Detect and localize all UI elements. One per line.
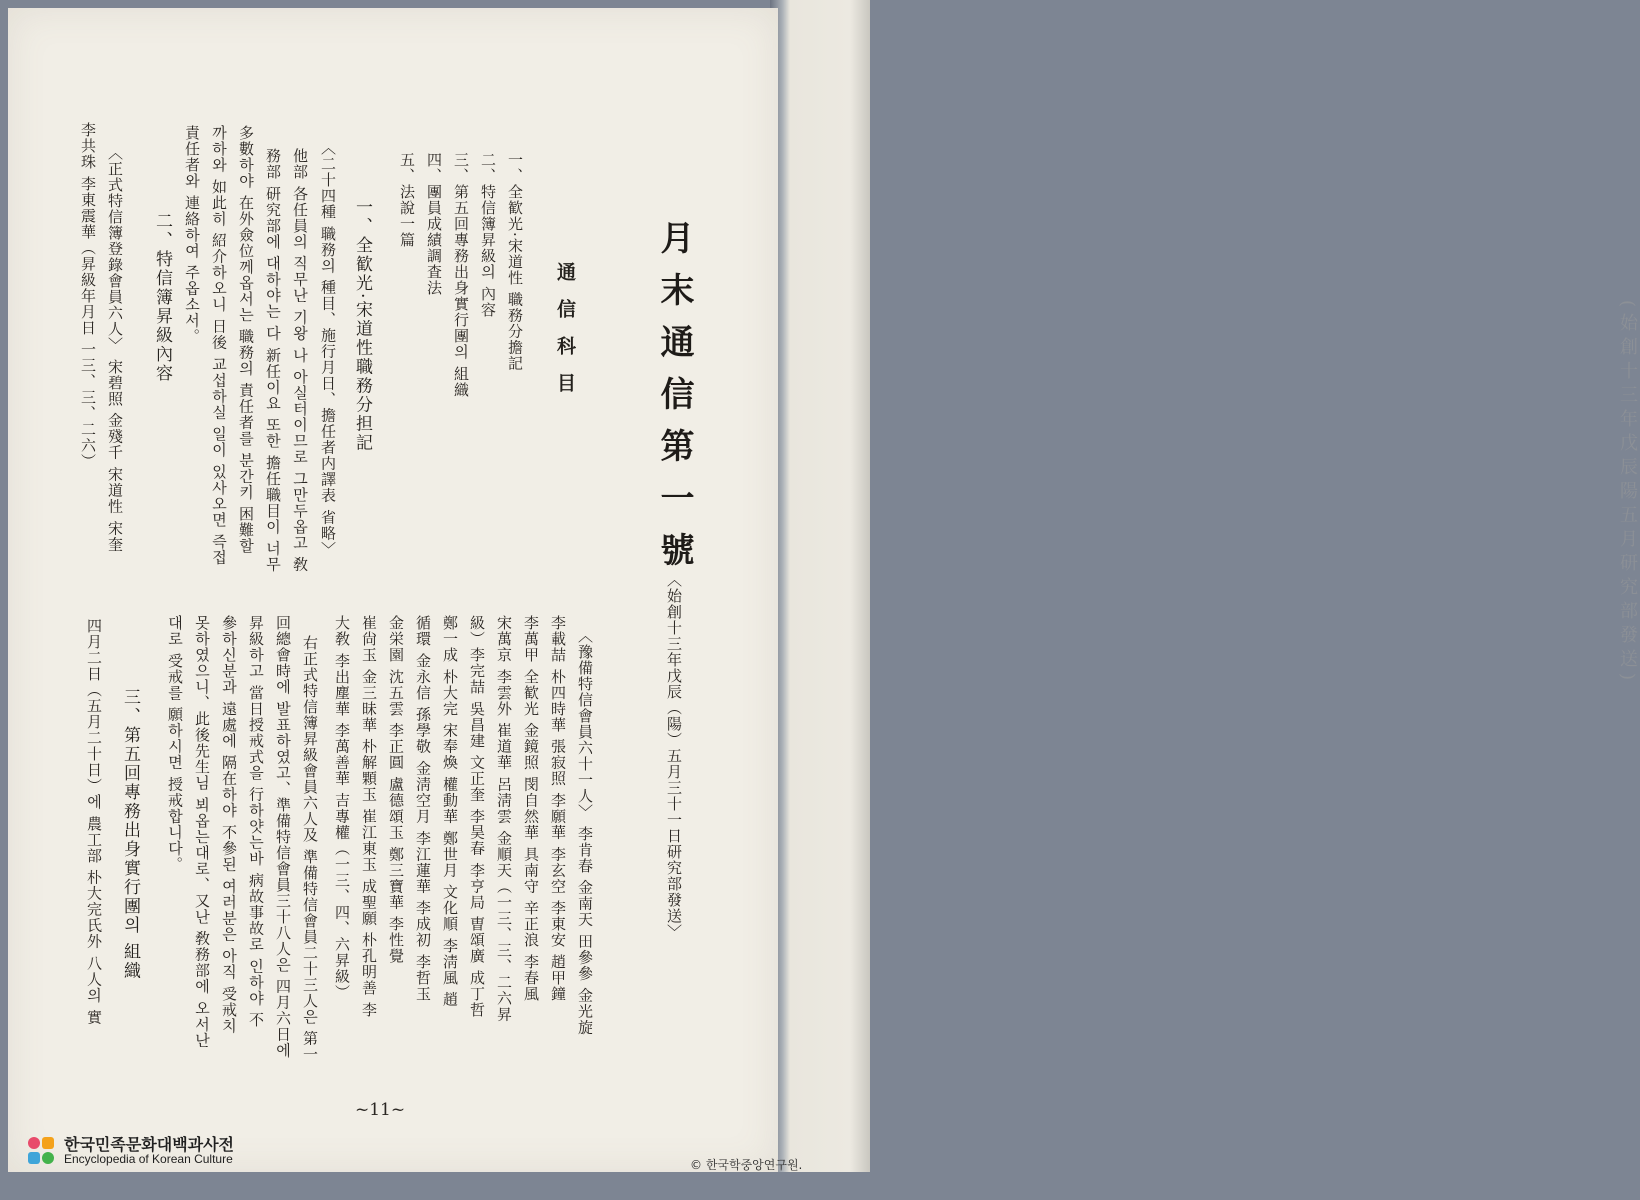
prep-line-6: 鄭一成 朴大完 宋奉煥 權動華 鄭世月 文化順 李淸風 趙 [441, 615, 459, 1008]
bottom-band [0, 1172, 870, 1200]
subject-item-3: 三、第五回專務出身實行團의 組織 [452, 152, 470, 398]
prep-line-14: 參하신분과 遠處에 隔在하야 不參된 여러분은 아직 受戒치 [220, 615, 238, 1034]
section1-line-1: 他部 各任員의 직무난 기왕 나 아실터이므로 그만두옵고 敎 [291, 148, 309, 573]
subject-item-2: 二、特信簿昇級의 內容 [479, 152, 497, 318]
prep-line-10: 大敎 李出塵華 李萬善華 吉專權（一三、四、六昇級） [333, 615, 351, 1001]
prep-line-9: 崔尙玉 金三昧華 朴解顆玉 崔江東玉 成聖願 朴孔明善 李 [360, 615, 378, 1018]
section2-line-1: 〈正式特信簿登錄會員六人〉 宋碧照 金殘千 宋道性 宋奎 [106, 145, 124, 553]
bleed-through-text: (始創十三年戊辰陽五月研究部發送) [1617, 300, 1638, 687]
next-page-edge [770, 0, 1638, 1200]
prep-line-4: 宋萬京 李雲外 崔道華 呂淸雲 金順天（一三、三、二六昇 [495, 615, 513, 1023]
section1-line-2: 務部 研究部에 대하야는 다 新任이요 또한 擔任職目이 너무 [264, 148, 282, 573]
prep-line-5: 級）李完喆 吳昌建 文正奎 李昊春 李亨局 曺頌廣 成丁哲 [468, 615, 486, 1018]
encyclopedia-logo [28, 1135, 234, 1167]
prep-line-8: 金栄園 沈五雲 李正圓 盧德頌玉 鄭三寶華 李性覺 [387, 615, 405, 964]
subject-item-4: 四、團員成績調査法 [425, 152, 443, 296]
copyright-notice: © 한국학중앙연구원. [690, 1158, 803, 1172]
prep-line-12: 回總會時에 발표하였고、準備特信會員三十八人은 四月六日에 [274, 615, 292, 1059]
prep-line-13: 昇級하고 當日授戒式을 行하얏는바 病故事故로 인하야 不 [247, 615, 265, 1028]
prep-line-2: 李載喆 朴四時華 張寂照 李願華 李玄空 李東安 趙甲鐘 [549, 615, 567, 1002]
logo-korean-text: 한국민족문화대백과사전 [64, 1134, 235, 1154]
page-number: ~11~ [355, 1100, 406, 1120]
section1-heading: 一、全歓光·宋道性職務分担記 [352, 198, 372, 453]
subjects-heading: 通信科目 [554, 262, 576, 410]
section3-line-1: 四月二日（五月二十日）에 農工部 朴大完氏外 八人의 實 [85, 618, 103, 1026]
section2-line-2: 李共珠 李東震華（昇級年月日 一三、三、二六） [79, 122, 97, 470]
section2-heading: 二、特信簿昇級內容 [152, 212, 172, 383]
dateline: 〈始創十三年戊辰（陽）五月三十一日研究部發送〉 [665, 572, 683, 940]
prep-line-11: 右正式特信簿昇級會員六人及 準備特信會員二十三人은 第一 [301, 635, 319, 1063]
page-title: 月末通信第一號 [654, 220, 694, 584]
subject-item-1: 一、全歓光·宋道性 職務分擔記 [506, 152, 524, 372]
section3-heading: 三、第五回專務出身實行團의 組織 [120, 688, 140, 981]
section1-line-5: 責任者와 連絡하여 주옵소서。 [183, 125, 201, 345]
prep-line-3: 李萬甲 全歓光 金鏡照 閔自然華 具南守 辛正浪 李春風 [522, 615, 540, 1002]
logo-english-text: Encyclopedia of Korean Culture [64, 1152, 233, 1167]
prep-line-1: 〈豫備特信會員六十一人〉 李肯春 金南天 田參參 金光旋 [576, 628, 594, 1036]
section1-line-4: 까하와 如此히 紹介하오니 日後 교섭하실 일이 있사오면 즉접 [210, 125, 228, 566]
logo-mark-icon [28, 1135, 58, 1167]
section1-note: 〈二十四種 職務의 種目、施行月日、擔任者内譯表 省略〉 [319, 140, 337, 558]
section1-line-3: 多數하야 在外僉位께옵서는 職務의 責任者를 분간키 困難할 [237, 125, 255, 554]
subject-item-5: 五、法說一篇 [398, 152, 416, 248]
prep-line-15: 못하였으니、此後先生님 뵈옵는대로、又난 敎務部에 오서난 [193, 615, 211, 1049]
prep-line-16: 대로 受戒를 願하시면 授戒합니다。 [166, 615, 184, 873]
prep-line-7: 循環 金永信 孫學敬 金淸空月 李江蓮華 李成初 李哲玉 [414, 615, 432, 1002]
